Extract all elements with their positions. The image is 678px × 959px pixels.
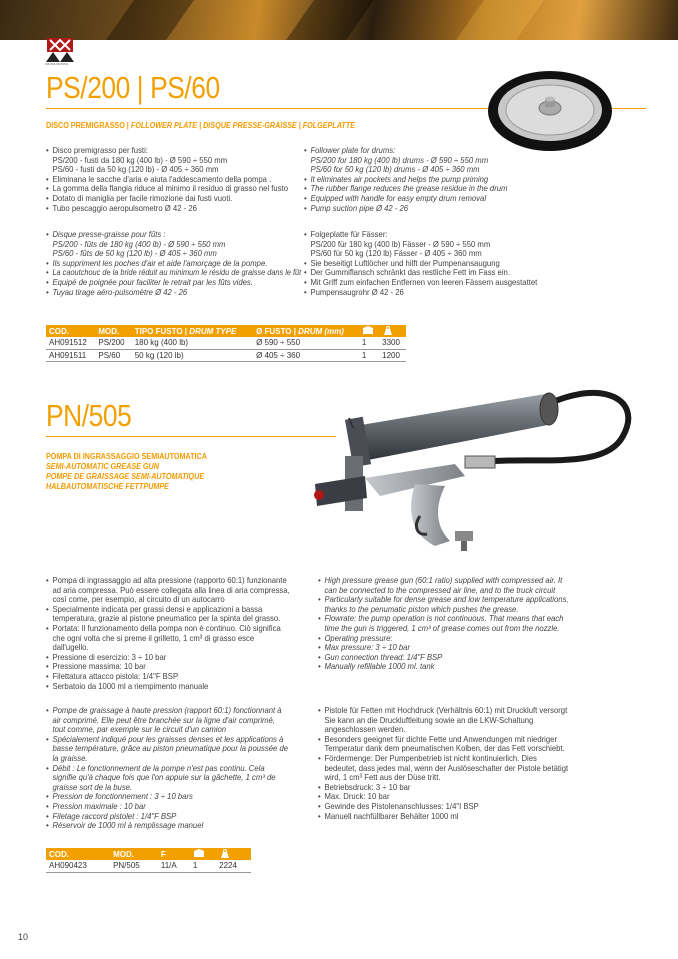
list-item: • Operating pressure: — [318, 634, 571, 644]
table-cell: 1 — [190, 860, 216, 872]
table-cell: AH091512 — [46, 337, 95, 349]
list-item: • It eliminates air pockets and helps the pump priming — [304, 175, 552, 185]
table-cell: 3300 — [379, 337, 406, 349]
list-item: • Specialmente indicata per grassi densi e applicazioni a bassa temperatura, grazie al pistone pneumatico per la spinta del grasso. — [46, 605, 290, 624]
list-item: • Mit Griff zum einfachen Entfernen von leeren Fässern ausgestattet — [304, 278, 580, 288]
list-item: • Pumpensaugrohr Ø 42 - 26 — [304, 288, 580, 298]
product2-french-text — [46, 706, 290, 831]
brand-logo-icon — [46, 38, 74, 62]
list-item: PS/200 - fûts de 180 kg (400 lb) - Ø 590 ÷ 550 mm — [52, 238, 226, 249]
list-item: • Ils suppriment les poches d'air et aide l'amorçage de la pompe. — [46, 259, 304, 269]
list-item: • Equipé de poignée pour faciliter le retrait par les fûts vides. — [46, 278, 304, 288]
list-item: • Pompa di ingrassaggio ad alta pressione (rapporto 60:1) funzionante ad aria compressa. Può essere collegata alla linea di aria compressa, così come, per esempio, al circuito di un autocarro — [46, 576, 290, 605]
product2-spec-table — [46, 848, 251, 873]
list-item: • Filetage raccord pistolet : 1/4"F BSP — [46, 812, 290, 822]
table-cell: Ø 405 ÷ 360 — [253, 349, 359, 361]
product2-title: PN/505 — [46, 398, 132, 433]
list-item: • Particularly suitable for dense grease and low temperature applications, thanks to the penumatic piston which pushes the grease. — [318, 595, 571, 614]
list-item: • Disco premigrasso per fusti: — [46, 146, 294, 156]
list-item: • Disque presse-graisse pour fûts : — [46, 230, 304, 240]
table-cell: 1 — [359, 349, 379, 361]
list-item: • Max. Druck: 10 bar — [318, 792, 571, 802]
table-row — [46, 349, 406, 361]
list-item: • Der Gummiflansch schränkt das restliche Fett im Fass ein. — [304, 268, 580, 278]
product1-english-text — [304, 146, 552, 213]
list-item: • La gomma della flangia riduce al minimo il residuo di grasso nel fusto — [46, 184, 294, 194]
table-row — [46, 337, 406, 349]
list-item: • Pression maximale : 10 bar — [46, 802, 290, 812]
list-item: • Betriebsdruck: 3 ÷ 10 bar — [318, 783, 571, 793]
table-cell: Ø 590 ÷ 550 — [253, 337, 359, 349]
table-cell: PS/60 — [95, 349, 131, 361]
table-cell: 50 kg (120 lb) — [132, 349, 253, 361]
list-item: • Pressione di esercizio: 3 ÷ 10 bar — [46, 653, 290, 663]
product2-english-text — [318, 576, 571, 672]
table-header-row — [46, 325, 406, 337]
table-cell: 180 kg (400 lb) — [132, 337, 253, 349]
list-item: • Portata: Il funzionamento della pompa non è continuo. Ciò significa che ogni volta che si preme il grilletto, 1 cm³ di grasso esce dall'ugello. — [46, 624, 290, 653]
list-item: • Equipped with handle for easy empty drum removal — [304, 194, 552, 204]
list-item: • Manuell nachfüllbarer Behälter 1000 ml — [318, 812, 571, 822]
table-cell: 11/A — [158, 860, 190, 872]
list-item: • Réservoir de 1000 ml à remplissage manuel — [46, 821, 290, 831]
list-item: PS/60 for 50 kg (120 lb) drums - Ø 405 ÷ 360 mm — [310, 164, 480, 175]
list-item: PS/200 für 180 kg (400 lb) Fässer - Ø 590 ÷ 550 mm — [310, 238, 491, 249]
box-icon — [359, 325, 379, 337]
follower-plate-image — [485, 66, 615, 152]
table-cell: 2224 — [216, 860, 251, 872]
list-item: • Pompe de graissage à haute pression (rapport 60:1) fonctionnant à air comprimé. Elle peut être branchée sur la ligne d'air comprimé, tout comme, par exemple sur le circuit d'un camion — [46, 706, 290, 735]
col-model: MOD. — [95, 325, 131, 337]
product2-german-text — [318, 706, 571, 821]
list-item: • Dotato di maniglia per facile rimozione dai fusti vuoti. — [46, 194, 294, 204]
list-item: PS/200 - fusti da 180 kg (400 lb) - Ø 590 ÷ 550 mm — [52, 154, 228, 165]
list-item: • Filettatura attacco pistola: 1/4"F BSP — [46, 672, 290, 682]
table-header-row — [46, 848, 251, 860]
page-number: 10 — [18, 932, 29, 942]
product1-french-text — [46, 230, 304, 297]
col-thread: F — [158, 848, 190, 860]
list-item: • Flowrate: the pump operation is not continuous. That means that each time the gun is triggered, 1 cm³ of grease comes out from the nozzle. — [318, 614, 571, 633]
col-code: COD. — [46, 325, 95, 337]
list-item: • Pression de fonctionnement : 3 ÷ 10 bars — [46, 792, 290, 802]
list-item: PS/60 - fûts de 50 kg (120 lb) - Ø 405 ÷ 360 mm — [52, 248, 217, 259]
list-item: • Max pressure: 3 ÷ 10 bar — [318, 643, 571, 653]
col-code: COD. — [46, 848, 110, 860]
product1-german-text — [304, 230, 580, 297]
col-drum-type: TIPO FUSTO | DRUM TYPE — [132, 325, 253, 337]
list-item: • Gun connection thread: 1/4"F BSP — [318, 653, 571, 663]
product1-subtitle: DISCO PREMIGRASSO | FOLLOWER PLATE | DISQUE PRESSE-GRAISSE | FOLGEPLATTE — [46, 121, 356, 130]
list-item: • Follower plate for drums: — [304, 146, 552, 156]
list-item: PS/60 - fusti da 50 kg (120 lb) - Ø 405 ÷ 360 mm — [52, 164, 219, 175]
list-item: • La caoutchouc de la bride réduit au minimum le résidu de graisse dans le fût — [46, 268, 304, 278]
product1-title: PS/200 | PS/60 — [46, 70, 220, 105]
logo-caption: CROSS PETROL — [45, 62, 69, 66]
list-item: • Folgeplatte für Fässer: — [304, 230, 580, 240]
list-item: • Sie beseitigt Luftlöcher und hilft der Pumpenansaugung — [304, 259, 580, 269]
box-icon — [190, 848, 216, 860]
product2-subtitle: POMPA DI INGRASSAGGIO SEMIAUTOMATICA SEMI-AUTOMATIC GREASE GUN POMPE DE GRAISSAGE SEMI-AUTOMATIQUE HALBAUTOMATISCHE FETTPUMPE — [46, 452, 207, 491]
col-model: MOD. — [110, 848, 158, 860]
list-item: • Serbatoio da 1000 ml a riempimento manuale — [46, 682, 290, 692]
product1-italian-text — [46, 146, 294, 213]
list-item: • Tuyau tirage aéro-pulsomètre Ø 42 - 26 — [46, 288, 304, 298]
product1-spec-table — [46, 325, 406, 362]
product2-italian-text — [46, 576, 290, 691]
list-item: PS/60 für 50 kg (120 lb) Fässer - Ø 405 ÷ 360 mm — [310, 248, 482, 259]
list-item: • Fördermenge: Der Pumpenbetrieb ist nicht kontinuierlich. Dies bedeutet, dass jedes mal, wenn der Auslöseschalter der Pistole betätigt wird, 1 cm³ Fett aus der Düse tritt. — [318, 754, 571, 783]
list-item: • Pistole für Fetten mit Hochdruck (Verhältnis 60:1) mit Druckluft versorgt Sie kann an die Druckluftleitung sowie an die LKW-Schaltung angeschlossen werden. — [318, 706, 571, 735]
list-item: • Manually refillable 1000 ml. tank — [318, 662, 571, 672]
list-item: • High pressure grease gun (60:1 ratio) supplied with compressed air. It can be connected to the compressed air line, and to the truck circuit — [318, 576, 571, 595]
header-banner — [0, 0, 678, 40]
list-item: • Tubo pescaggio aeropulsometro Ø 42 - 26 — [46, 204, 294, 214]
grease-gun-image — [305, 366, 645, 571]
table-cell: PS/200 — [95, 337, 131, 349]
table-cell: 1 — [359, 337, 379, 349]
list-item: • Pressione massima: 10 bar — [46, 662, 290, 672]
table-cell: PN/505 — [110, 860, 158, 872]
product2-rule — [46, 436, 336, 437]
list-item: • Eliminana le sacche d'aria e aiuta l'addescamento della pompa . — [46, 175, 294, 185]
list-item: • Débit : Le fonctionnement de la pompe n'est pas continu. Cela signifie qu'à chaque fois que l'on appuie sur la gâchette, 1 cm³ de graisse sort de la buse. — [46, 764, 290, 793]
col-drum-diameter: Ø FUSTO | DRUM (mm) — [253, 325, 359, 337]
weight-icon — [216, 848, 251, 860]
list-item: • Besonders geeignet für dichte Fette und Anwendungen mit niedriger Temperatur dank dem pneumatischen Kolben, der das Fett vorschiebt. — [318, 735, 571, 754]
list-item: • The rubber flange reduces the grease residue in the drum — [304, 184, 552, 194]
table-row — [46, 860, 251, 872]
table-cell: AH091511 — [46, 349, 95, 361]
weight-icon — [379, 325, 406, 337]
list-item: • Spécialement indiqué pour les graisses denses et les applications à basse température, grâce au piston pneumatique pour la poussée de la graisse. — [46, 735, 290, 764]
list-item: PS/200 for 180 kg (400 lb) drums - Ø 590 ÷ 550 mm — [310, 154, 489, 165]
table-cell: 1200 — [379, 349, 406, 361]
table-cell: AH090423 — [46, 860, 110, 872]
list-item: • Gewinde des Pistolenanschlusses: 1/4"I BSP — [318, 802, 571, 812]
list-item: • Pump suction pipe Ø 42 - 26 — [304, 204, 552, 214]
